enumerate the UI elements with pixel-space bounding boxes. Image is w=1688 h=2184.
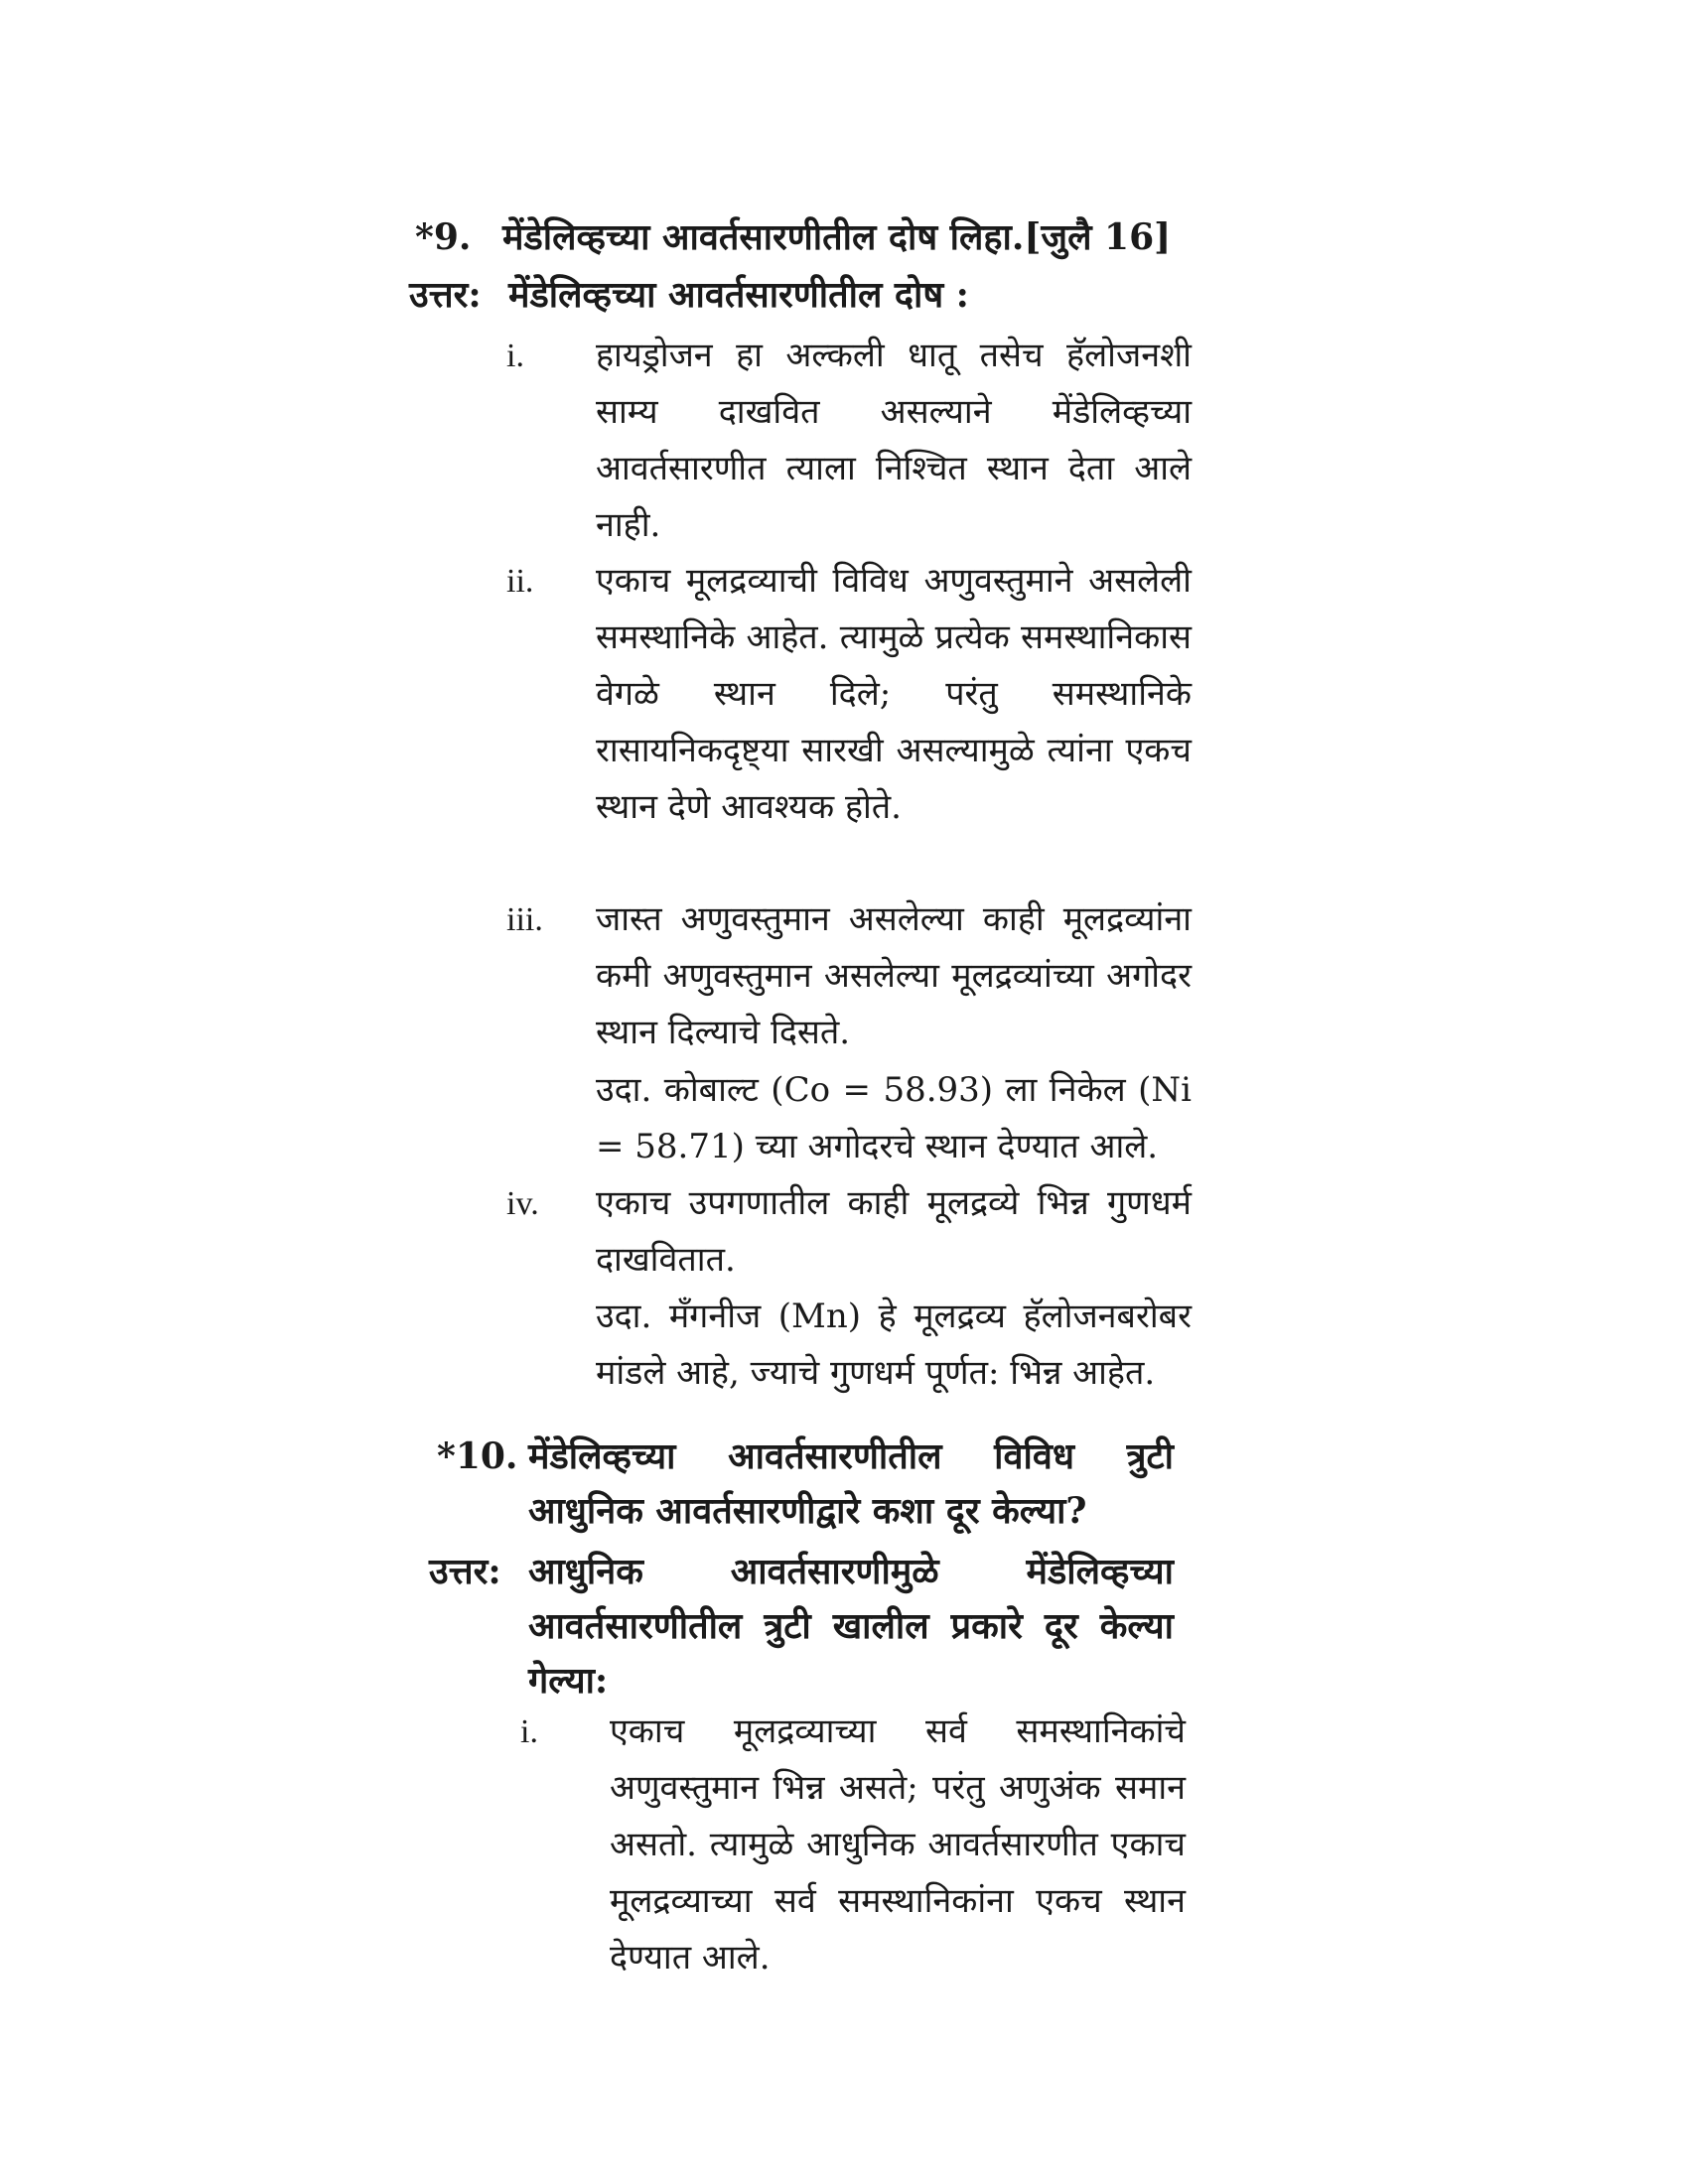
item-text: हायड्रोजन हा अल्कली धातू तसेच हॅलोजनशी साम्य दाखवित असल्याने मेंडेलिव्हच्या आवर्तसारणीत त्याला निश्चित स्थान देता आले नाही.: [596, 336, 1192, 545]
answer-10-intro: आधुनिक आवर्तसारणीमुळे मेंडेलिव्हच्या आवर्तसारणीतील त्रुटी खालील प्रकारे दूर केल्या गेल्या:: [528, 1551, 1174, 1702]
item-number: iv.: [506, 1185, 539, 1222]
question-10-text: मेंडेलिव्हच्या आवर्तसारणीतील विविध त्रुटी आधुनिक आवर्तसारणीद्वारे कशा दूर केल्या?: [528, 1435, 1174, 1532]
answer-9-item-3-example: उदा. कोबाल्ट (Co = 58.93) ला निकेल (Ni = 58.71) च्या अगोदरचे स्थान देण्यात आले.: [596, 1070, 1192, 1166]
answer-10-label: उत्तर:: [429, 1551, 501, 1592]
answer-9-item-4-example: उदा. मँगनीज (Mn) हे मूलद्रव्य हॅलोजनबरोबर मांडले आहे, ज्याचे गुणधर्म पूर्णत: भिन्न आहेत.: [596, 1297, 1192, 1393]
item-text: एकाच मूलद्रव्याची विविध अणुवस्तुमाने असलेली समस्थानिके आहेत. त्यामुळे प्रत्येक समस्थानिकास वेगळे स्थान दिले; परंतु समस्थानिके रासायनिकदृष्ट्या सारखी असल्यामुळे त्यांना एकच स्थान देणे आवश्यक होते.: [596, 561, 1192, 827]
item-text: जास्त अणुवस्तुमान असलेल्या काही मूलद्रव्यांना कमी अणुवस्तुमान असलेल्या मूलद्रव्यांच्या अगोदर स्थान दिल्याचे दिसते.: [596, 899, 1192, 1052]
item-text: एकाच उपगणातील काही मूलद्रव्ये भिन्न गुणधर्म दाखवितात.: [596, 1183, 1192, 1280]
item-text: एकाच मूलद्रव्याच्या सर्व समस्थानिकांचे अणुवस्तुमान भिन्न असते; परंतु अणुअंक समान असतो. त्यामुळे आधुनिक आवर्तसारणीत एकाच मूलद्रव्याच्या सर्व समस्थानिकांना एकच स्थान देण्यात आले.: [610, 1711, 1186, 1978]
question-9-number: *9.: [415, 216, 472, 258]
question-9-text: मेंडेलिव्हच्या आवर्तसारणीतील दोष लिहा.[जुलै 16]: [502, 216, 1172, 258]
item-number: ii.: [506, 563, 534, 600]
item-number: i.: [520, 1713, 538, 1750]
item-number: iii.: [506, 901, 543, 938]
question-10-number: *10.: [437, 1435, 518, 1477]
answer-9-title: मेंडेलिव्हच्या आवर्तसारणीतील दोष :: [508, 274, 969, 316]
item-number: i.: [506, 338, 524, 374]
answer-9-label: उत्तर:: [409, 274, 482, 316]
